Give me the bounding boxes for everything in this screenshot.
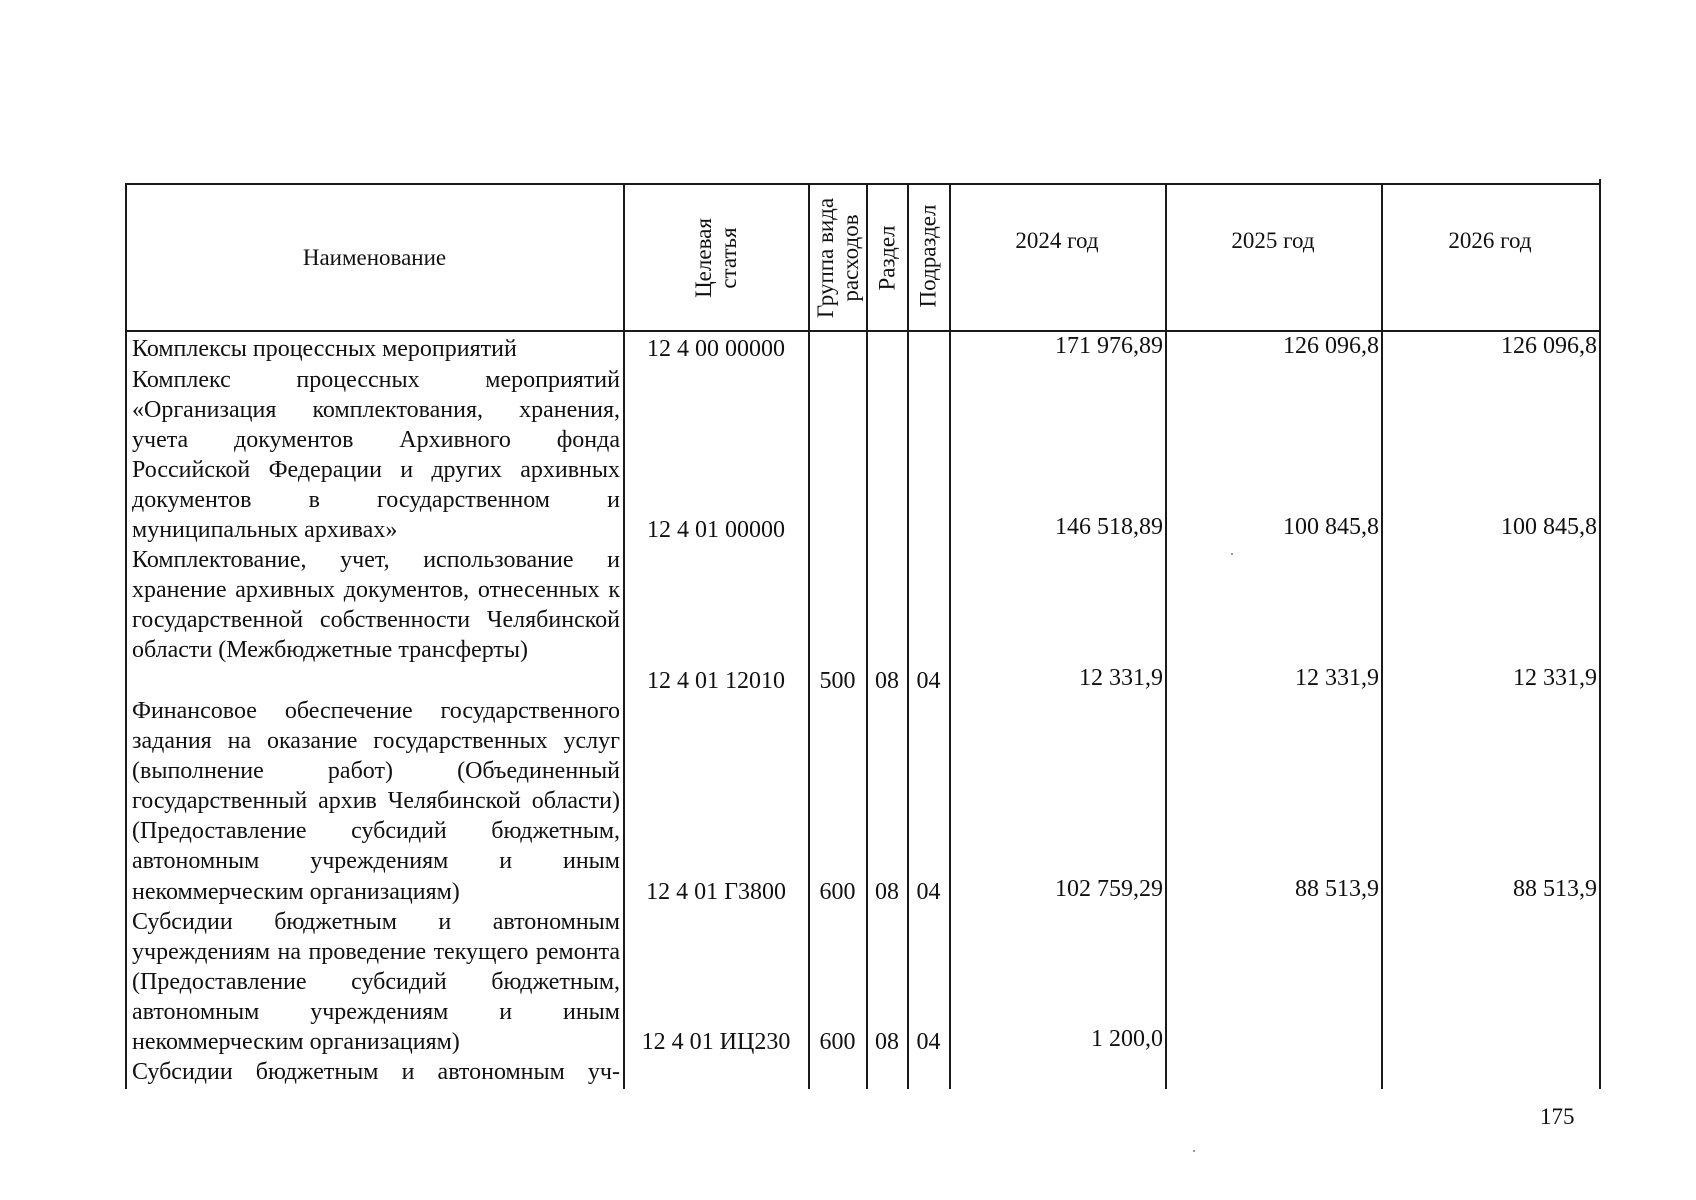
row-name: Комплектование, учет, использование и хранение архивных документов, отнесенных к государственной собственности Челябинской области (Межбюджетные трансферты) xyxy=(132,547,620,664)
row-amount-2024: 1 200,0 xyxy=(1091,1026,1163,1052)
row-amount-2025: 100 845,8 xyxy=(1283,514,1379,540)
header-target-article: Целевая статья xyxy=(691,218,741,298)
header-section: Раздел xyxy=(874,225,900,291)
row-expense-group: 500 xyxy=(819,668,856,694)
row-name: Комплексы процессных мероприятий xyxy=(132,336,517,362)
row-target-code: 12 4 01 00000 xyxy=(647,517,785,543)
row-amount-2026: 100 845,8 xyxy=(1501,514,1597,540)
row-amount-2024: 171 976,89 xyxy=(1055,333,1163,359)
row-amount-2025: 88 513,9 xyxy=(1295,876,1379,902)
row-subsection: 04 xyxy=(916,668,941,694)
row-name: Финансовое обеспечение государственного задания на оказание государственных услуг (выполнение работ) (Объединенный государственный архив Челябинской области) (Предоставление субсидий бюджетным, автономным учреждениям и иным некоммерческим организациям) xyxy=(132,698,620,905)
row-target-code: 12 4 01 12010 xyxy=(647,668,785,694)
row-amount-2025: 12 331,9 xyxy=(1295,665,1379,691)
row-subsection: 04 xyxy=(916,1029,941,1055)
row-amount-2024: 102 759,29 xyxy=(1055,876,1163,902)
row-target-code: 12 4 00 00000 xyxy=(647,336,785,362)
scan-speck xyxy=(1193,1150,1195,1152)
row-amount-2024: 12 331,9 xyxy=(1079,665,1163,691)
header-year-2025: 2025 год xyxy=(1231,228,1315,253)
row-target-code: 12 4 01 Г3800 xyxy=(646,879,786,905)
row-amount-2026: 88 513,9 xyxy=(1513,876,1597,902)
row-expense-group: 600 xyxy=(819,1029,856,1055)
header-year-2026: 2026 год xyxy=(1448,228,1532,253)
row-name: Комплекс процессных мероприятий «Организация комплектования, хранения, учета документов Архивного фонда Российской Федерации и других архивных документов в государственном и муниципальных архивах» xyxy=(132,367,620,544)
row-section: 08 xyxy=(875,668,899,694)
page-number: 175 xyxy=(1540,1104,1575,1129)
row-section: 08 xyxy=(875,879,899,905)
scan-speck xyxy=(1231,553,1233,555)
header-name: Наименование xyxy=(302,245,447,270)
row-name: Субсидии бюджетным и автономным уч- xyxy=(132,1059,620,1085)
row-target-code: 12 4 01 ИЦ230 xyxy=(641,1029,791,1055)
row-subsection: 04 xyxy=(916,879,941,905)
header-expense-group: Группа вида расходов xyxy=(813,197,863,319)
row-amount-2025: 126 096,8 xyxy=(1283,333,1379,359)
row-name: Субсидии бюджетным и автономным учреждениям на проведение текущего ремонта (Предоставление субсидий бюджетным, автономным учреждениям и иным некоммерческим организациям) xyxy=(132,909,620,1056)
row-section: 08 xyxy=(875,1029,899,1055)
header-year-2024: 2024 год xyxy=(1015,228,1099,253)
row-expense-group: 600 xyxy=(819,879,856,905)
row-amount-2026: 126 096,8 xyxy=(1501,333,1597,359)
row-amount-2024: 146 518,89 xyxy=(1055,514,1163,540)
header-subsection: Подраздел xyxy=(915,204,941,308)
row-amount-2026: 12 331,9 xyxy=(1513,665,1597,691)
